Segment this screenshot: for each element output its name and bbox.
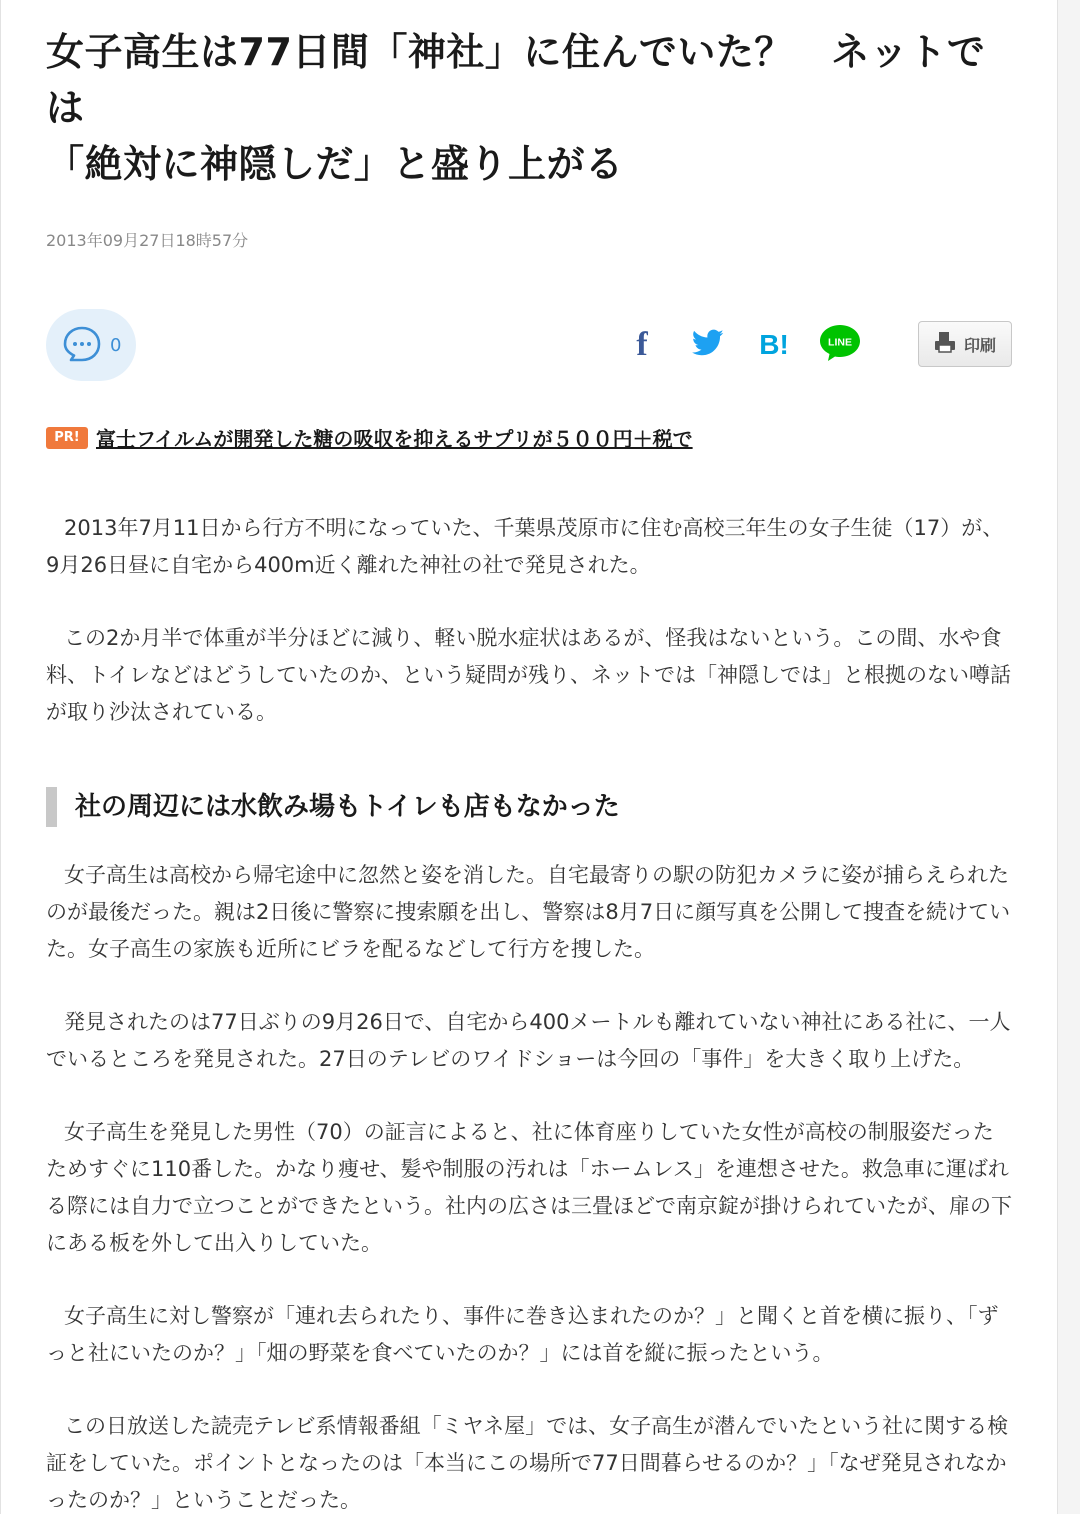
title-line-1: 女子高生は77日間「神社」に住んでいた？ ネットでは	[46, 30, 986, 130]
line-share-button[interactable]	[818, 323, 862, 367]
facebook-share-button[interactable]	[620, 323, 664, 367]
line-icon-label: LINE	[828, 336, 852, 349]
hatena-bookmark-button[interactable]	[752, 323, 796, 367]
pr-ad	[46, 423, 1014, 452]
pr-badge: PR!	[46, 427, 88, 449]
line-icon	[819, 324, 861, 366]
comment-bubble-icon	[62, 325, 102, 365]
printer-icon	[934, 331, 956, 357]
twitter-bird-icon	[692, 329, 724, 361]
paragraph-1: 2013年7月11日から行方不明になっていた、千葉県茂原市に住む高校三年生の女子生徒（17）が、9月26日昼に自宅から400m近く離れた神社の社で発見された。	[46, 516, 1004, 577]
share-bar	[46, 309, 1014, 385]
paragraph-7: この日放送した読売テレビ系情報番組「ミヤネ屋」では、女子高生が潜んでいたという社に関する検証をしていた。ポイントとなったのは「本当にこの場所で77日間暮らせるのか？」「なぜ発見されなかったのか？」ということだった。	[46, 1414, 1009, 1512]
title-line-2: 「絶対に神隠しだ」と盛り上がる	[46, 142, 624, 186]
comment-button[interactable]	[46, 309, 136, 381]
comment-count: 0	[110, 334, 122, 356]
scrollbar-track[interactable]	[1058, 0, 1080, 1514]
print-button[interactable]	[918, 321, 1012, 367]
hatena-bookmark-icon: B!	[759, 329, 789, 360]
paragraph-5: 女子高生を発見した男性（70）の証言によると、社に体育座りしていた女性が高校の制服姿だったためすぐに110番した。かなり痩せ、髪や制服の汚れは「ホームレス」を連想させた。救急車に運ばれる際には自力で立つことができたという。社内の広さは三畳ほどで南京錠が掛けられていたが、扉の下にある板を外して出入りしていた。	[46, 1120, 1012, 1255]
paragraph-3: 女子高生は高校から帰宅途中に忽然と姿を消した。自宅最寄りの駅の防犯カメラに姿が捕らえられたのが最後だった。親は2日後に警察に捜索願を出し、警察は8月7日に顔写真を公開して捜査を続けていた。女子高生の家族も近所にビラを配るなどして行方を捜した。	[46, 863, 1011, 961]
facebook-icon: f	[636, 326, 648, 363]
twitter-share-button[interactable]	[686, 323, 730, 367]
pr-ad-link[interactable]: 富士フイルムが開発した糖の吸収を抑えるサプリが５００円＋税で	[96, 427, 693, 451]
article-title	[46, 24, 1014, 192]
article	[46, 24, 1014, 1514]
publish-date: 2013年09月27日18時57分	[46, 231, 249, 250]
section-heading: 社の周辺には水飲み場もトイレも店もなかった	[46, 787, 1014, 827]
paragraph-4: 発見されたのは77日ぶりの9月26日で、自宅から400メートルも離れていない神社にある社に、一人でいるところを発見された。27日のテレビのワイドショーは今回の「事件」を大きく取り上げた。	[46, 1010, 1011, 1071]
paragraph-6: 女子高生に対し警察が「連れ去られたり、事件に巻き込まれたのか？」と聞くと首を横に振り、「ずっと社にいたのか？」「畑の野菜を食べていたのか？」には首を縦に振ったという。	[46, 1304, 999, 1365]
print-label: 印刷	[963, 335, 996, 355]
paragraph-2: この2か月半で体重が半分ほどに減り、軽い脱水症状はあるが、怪我はないという。この間、水や食料、トイレなどはどうしていたのか、という疑問が残り、ネットでは「神隠しでは」と根拠のない噂話が取り沙汰されている。	[46, 626, 1011, 724]
